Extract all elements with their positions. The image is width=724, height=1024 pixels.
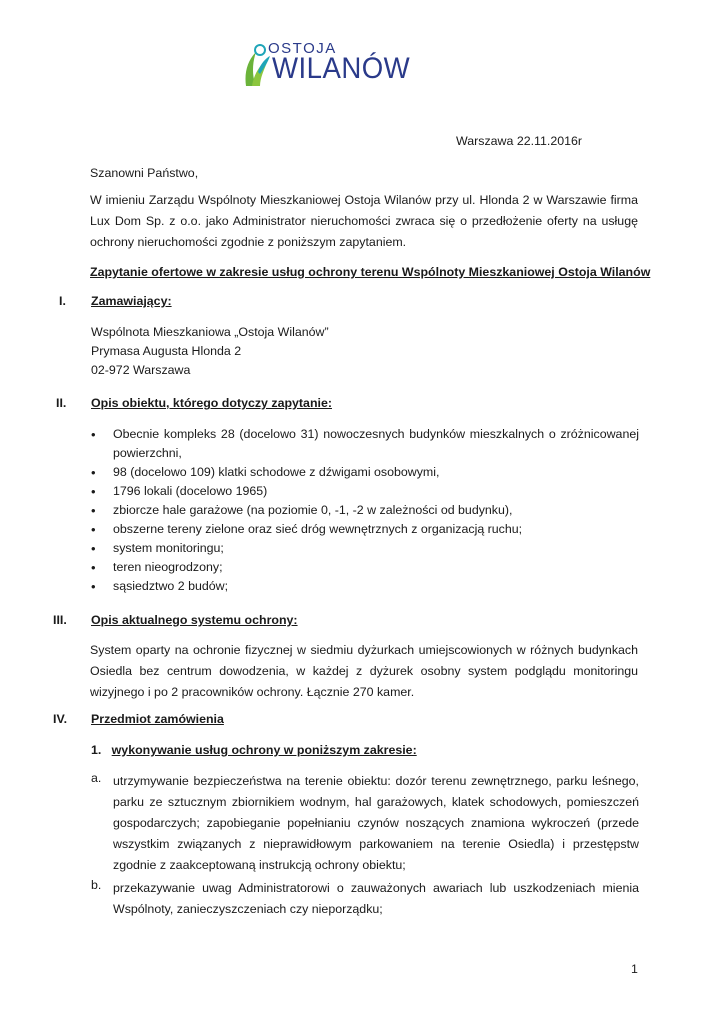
item-text: utrzymywanie bezpieczeństwa na terenie obiektu: dozór terenu zewnętrznego, parku leśnego, parku ze sztucznym zbiornikiem wodnym, hal garażowych, klatek schodowych, pomieszczeń gospodarczych; zapobieganie popełnianiu czynów noszących znamiona wykroczeń (przede wszystkim związanych z nieprawidłowym parkowaniem na terenie Osiedla) i przestępstw zgodnie z zaakceptowaną instrukcją ochrony obiektu; [113,774,639,872]
object-description-list [91,425,639,596]
list-item: • 98 (docelowo 109) klatki schodowe z dźwigami osobowymi, [91,463,639,482]
list-item: • Obecnie kompleks 28 (docelowo 31) nowoczesnych budynków mieszkalnych o zróżnicowanej powierzchni, [91,425,639,463]
current-system-paragraph: System oparty na ochronie fizycznej w siedmiu dyżurkach umiejscowionych w różnych budynkach Osiedla bez centrum dowodzenia, w każdej z dyżurek osobny system podglądu monitoringu wizyjnego i po 2 pracowników ochrony. Łącznie 270 kamer. [90,643,638,699]
logo-main-text: WILANÓW [272,52,411,85]
subsection-number: 1. [91,743,102,757]
greeting: Szanowni Państwo, [90,166,199,180]
list-item: • sąsiedztwo 2 budów; [91,577,639,596]
list-item [91,771,639,876]
list-item: • teren nieogrodzony; [91,558,639,577]
list-item: • 1796 lokali (docelowo 1965) [91,482,639,501]
item-text: przekazywanie uwag Administratorowi o zauważonych awariach lub uszkodzeniach mienia Wspólnoty, zanieczyszczeniach czy nieporządku; [113,881,639,916]
section-number-4: IV. [53,712,68,726]
subsection-title: wykonywanie usług ochrony w poniższym zakresie: [111,743,417,757]
intro-paragraph: W imieniu Zarządu Wspólnoty Mieszkaniowej Ostoja Wilanów przy ul. Hlonda 2 w Warszawie firma Lux Dom Sp. z o.o. jako Administrator nieruchomości zwraca się o przedłożenie oferty na usługę ochrony nieruchomości zgodnie z poniższym zapytaniem. [90,193,638,249]
item-label: b. [91,878,102,892]
section-title-2: Opis obiektu, którego dotyczy zapytanie: [91,396,332,410]
page-number: 1 [631,962,638,976]
logo [242,38,438,90]
address-line: 02-972 Warszawa [91,363,191,377]
address-line: Wspólnota Mieszkaniowa „Ostoja Wilanów” [91,325,329,339]
list-item: • zbiorcze hale garażowe (na poziomie 0, -1, -2 w zależności od budynku), [91,501,639,520]
list-item [91,878,639,920]
item-label: a. [91,771,102,785]
list-item: • system monitoringu; [91,539,639,558]
letter-date: Warszawa 22.11.2016r [456,134,583,148]
section-number-1: I. [59,294,66,308]
section-title-1: Zamawiający: [91,294,172,308]
section-number-2: II. [56,396,67,410]
logo-top-text: OSTOJA [268,40,337,57]
section-number-3: III. [53,613,67,627]
list-item: • obszerne tereny zielone oraz sieć dróg wewnętrznych z organizacją ruchu; [91,520,639,539]
subsection-heading [91,743,417,757]
section-title-3: Opis aktualnego systemu ochrony: [91,613,298,627]
document-title: Zapytanie ofertowe w zakresie usług ochrony terenu Wspólnoty Mieszkaniowej Ostoja Wilanów [90,265,651,279]
section-title-4: Przedmiot zamówienia [91,712,224,726]
address-line: Prymasa Augusta Hlonda 2 [91,344,242,358]
